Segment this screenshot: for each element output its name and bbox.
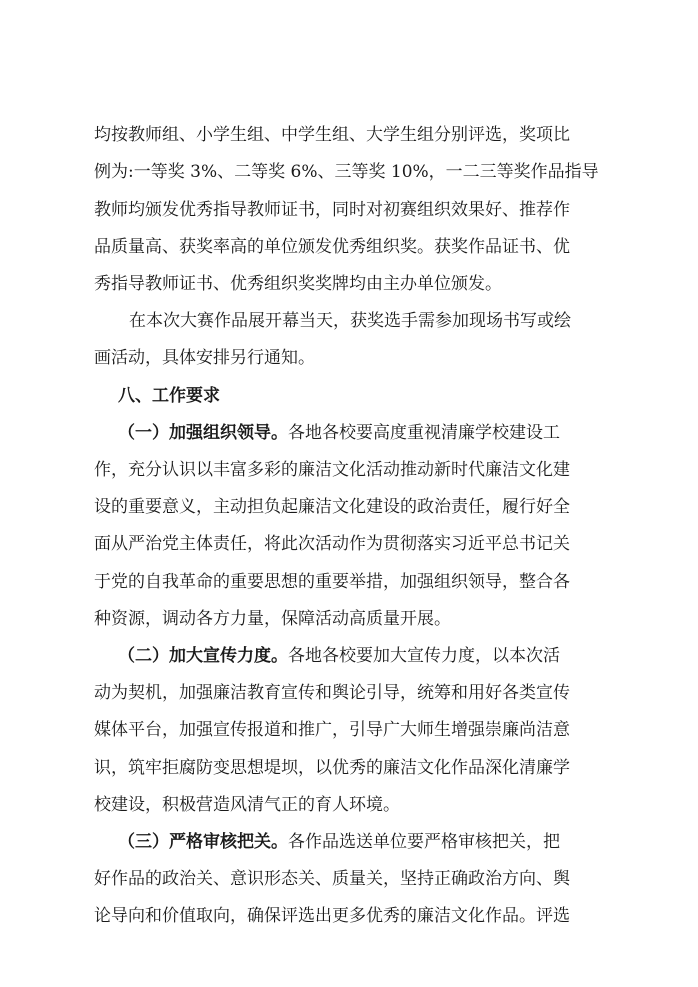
text-line: 品质量高、获奖率高的单位颁发优秀组织奖。获奖作品证书、优 xyxy=(94,237,570,257)
text-line: 动为契机，加强廉洁教育宣传和舆论引导，统筹和用好各类宣传 xyxy=(94,683,570,703)
text-line: 秀指导教师证书、优秀组织奖奖牌均由主办单位颁发。 xyxy=(94,274,502,294)
text-line: 好作品的政治关、意识形态关、质量关，坚持正确政治方向、舆 xyxy=(94,869,570,889)
text-line: 种资源，调动各方力量，保障活动高质量开展。 xyxy=(94,609,451,629)
item1-line-3 xyxy=(0,495,698,519)
item2-title: （二）加大宣传力度。 xyxy=(118,646,288,666)
text-line: 设的重要意义，主动担负起廉洁文化建设的政治责任，履行好全 xyxy=(94,497,570,517)
text-line: 于党的自我革命的重要思想的重要举措，加强组织领导，整合各 xyxy=(94,572,570,592)
item2-first-line-text: 各地各校要加大宣传力度，以本次活 xyxy=(288,646,560,666)
text-line: 例为:一等奖 3%、二等奖 6%、三等奖 10%，一二三等奖作品指导 xyxy=(94,162,599,182)
item3-line-2 xyxy=(0,867,698,891)
paragraph-awards-line-1 xyxy=(0,123,698,147)
text-line: 在本次大赛作品展开幕当天，获奖选手需参加现场书写或绘 xyxy=(129,311,571,331)
item1-first-line-text: 各地各校要高度重视清廉学校建设工 xyxy=(288,423,560,443)
text-line: 识，筑牢拒腐防变思想堤坝，以优秀的廉洁文化作品深化清廉学 xyxy=(94,758,570,778)
paragraph-onsite-line-1 xyxy=(0,309,698,333)
item1-line-6 xyxy=(0,607,698,631)
item1-line-5 xyxy=(0,570,698,594)
item1-title: （一）加强组织领导。 xyxy=(118,423,288,443)
text-line: 画活动，具体安排另行通知。 xyxy=(94,348,315,368)
text-line: 均按教师组、小学生组、中学生组、大学生组分别评选，奖项比 xyxy=(94,125,570,145)
item2-line-4 xyxy=(0,756,698,780)
item1-line-4 xyxy=(0,532,698,556)
item3-first-line-text: 各作品选送单位要严格审核把关，把 xyxy=(288,832,560,852)
text-line: 校建设，积极营造风清气正的育人环境。 xyxy=(94,795,400,815)
paragraph-awards-line-5 xyxy=(0,272,698,296)
text-line: 论导向和价值取向，确保评选出更多优秀的廉洁文化作品。评选 xyxy=(94,906,570,926)
item2-line-3 xyxy=(0,718,698,742)
text-line: 面从严治党主体责任，将此次活动作为贯彻落实习近平总书记关 xyxy=(94,534,570,554)
item3-title: （三）严格审核把关。 xyxy=(118,832,288,852)
item1-line-1 xyxy=(0,421,698,445)
text-line: 作，充分认识以丰富多彩的廉洁文化活动推动新时代廉洁文化建 xyxy=(94,460,570,480)
item2-line-1 xyxy=(0,644,698,668)
paragraph-awards-line-2 xyxy=(0,160,698,184)
paragraph-onsite-line-2 xyxy=(0,346,698,370)
item2-line-2 xyxy=(0,681,698,705)
text-line: 媒体平台，加强宣传报道和推广，引导广大师生增强崇廉尚洁意 xyxy=(94,720,570,740)
section-heading-text: 八、工作要求 xyxy=(118,386,220,406)
item2-line-5 xyxy=(0,793,698,817)
section-heading xyxy=(0,384,698,408)
item3-line-1 xyxy=(0,830,698,854)
paragraph-awards-line-4 xyxy=(0,235,698,259)
text-line: 教师均颁发优秀指导教师证书，同时对初赛组织效果好、推荐作 xyxy=(94,200,570,220)
paragraph-awards-line-3 xyxy=(0,198,698,222)
item3-line-3 xyxy=(0,904,698,928)
item1-line-2 xyxy=(0,458,698,482)
